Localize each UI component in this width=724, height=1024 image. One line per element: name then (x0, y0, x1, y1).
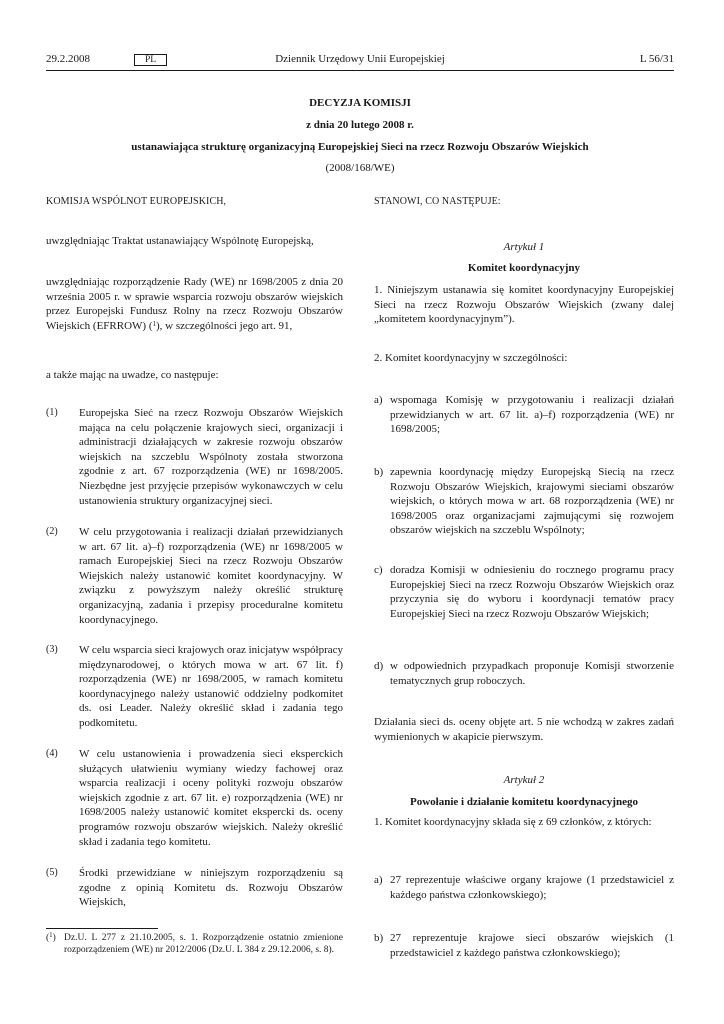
list-item-label: d) (374, 660, 384, 672)
list-item (374, 931, 674, 960)
list-item-label: b) (374, 466, 384, 478)
list-item (374, 563, 674, 621)
list-item-label: c) (374, 564, 383, 576)
recital-text: Europejska Sieć na rzecz Rozwoju Obszarów Wiejskich mająca na celu połączenie krajowych sieci, organizacji i administracji działających w zakresie rozwoju obszarów wiejskich na szczeblu Wspólnoty została stworzona zgodnie z art. 67 rozporządzenia (WE) nr 1698/2005. Niezbędne jest przyjęcie przepisów wykonawczych w celu ustanowienia struktury organizacyjnej sieci. (79, 407, 343, 507)
footnote-ref: 1 (152, 319, 156, 328)
list-item (374, 659, 674, 688)
citation-regulation: uwzględniając rozporządzenie Rady (WE) nr 1698/2005 z dnia 20 września 2005 r. w sprawie wsparcia rozwoju obszarów wiejskich przez Europejski Fundusz Rolny na rzecz Rozwoju Obszarów Wiejskich (EFRROW) ($^1$), w szczególności jego art. 91, (46, 276, 343, 332)
recital-text: W celu przygotowania i realizacji działań przewidzianych w art. 67 lit. a)–f) rozporządzenia (WE) nr 1698/2005 w ramach Europejskiej Sieci na rzecz Rozwoju Obszarów Wiejskich należy ustanowić komitet koordynacyjny. W związku z powyższym należy określić strukturę organizacyjną, zadania i przepisy proceduralne komitetu koordynacyjnego. (79, 526, 343, 626)
recital-text: W celu wsparcia sieci krajowych oraz inicjatyw współpracy międzynarodowej, o których mowa w art. 67 lit. f) rozporządzenia (WE) nr 1698/2005, w ramach komitetu koordynacyjnego należy ustanowić oddzielny podkomitet ds. osi Leader. Należy określić skład i zadania tego podkomitetu. (79, 644, 343, 729)
article-1-paragraph-2: 2. Komitet koordynacyjny w szczególności: (374, 352, 568, 364)
list-item-text: 27 reprezentuje krajowe sieci obszarów wiejskich (1 przedstawiciel z każdego państwa członkowskiego); (390, 932, 674, 959)
list-item (374, 873, 674, 902)
recital (46, 866, 343, 910)
recital-number: (5) (46, 867, 58, 878)
decision-subject: ustanawiająca strukturę organizacyjną Europejskiej Sieci na rzecz Rozwoju Obszarów Wiejskich (131, 141, 589, 153)
list-item-label: b) (374, 932, 384, 944)
recital-number: (4) (46, 748, 58, 759)
recital (46, 525, 343, 627)
footnote-label: ($^1$) (46, 931, 56, 943)
decision-date: z dnia 20 lutego 2008 r. (306, 119, 414, 131)
recital-text: W celu ustanowienia i prowadzenia sieci eksperckich służących ułatwieniu wymiany wiedzy fachowej oraz wsparcia realizacji i oceny polityki rozwoju obszarów wiejskich zgodnie z art. 67 lit. e) rozporządzenia (WE) nr 1698/2005 należy ustanowić komitet ekspercki ds. oceny programów rozwoju obszarów wiejskich. Należy określić skład i zadania tego komitetu. (79, 748, 343, 848)
decision-title: DECYZJA KOMISJI (309, 97, 411, 109)
list-item-label: a) (374, 394, 383, 406)
list-item-text: zapewnia koordynację między Europejską Siecią na rzecz Rozwoju Obszarów Wiejskich, krajowymi sieciami obszarów wiejskich, o których mowa w art. 68 rozporządzenia (WE) nr 1698/2005 oraz organizacjami zajmującymi się rozwojem obszarów wiejskich na szczeblu Wspólnoty; (390, 466, 674, 537)
recital-number: (3) (46, 644, 58, 655)
recital (46, 406, 343, 508)
recital-text: Środki przewidziane w niniejszym rozporządzeniu są zgodne z opinią Komitetu ds. Rozwoju Obszarów Wiejskich, (79, 867, 343, 909)
article-2-label: Artykuł 2 (503, 774, 545, 786)
whereas-intro: a także mając na uwadze, co następuje: (46, 369, 219, 381)
article-2-title: Powołanie i działanie komitetu koordynacyjnego (410, 796, 638, 808)
list-item-text: 27 reprezentuje właściwe organy krajowe (1 przedstawiciel z każdego państwa członkowskiego); (390, 874, 674, 901)
commission-heading: KOMISJA WSPÓLNOT EUROPEJSKICH, (46, 196, 227, 207)
list-item (374, 465, 674, 538)
recital-number: (2) (46, 526, 58, 537)
list-item-text: w odpowiednich przypadkach proponuje Komisji stworzenie tematycznych grup roboczych. (390, 660, 674, 687)
language-code: PL (134, 54, 167, 66)
journal-title: Dziennik Urzędowy Unii Europejskiej (275, 53, 445, 65)
header-date: 29.2.2008 (46, 53, 90, 65)
footnote (46, 932, 343, 957)
article-1-closing: Działania sieci ds. oceny objęte art. 5 nie wchodzą w zakres zadań wymienionych w akapicie pierwszym. (374, 716, 674, 743)
list-item (374, 393, 674, 437)
article-1-paragraph-1: 1. Niniejszym ustanawia się komitet koordynacyjny Europejskiej Sieci na rzecz Rozwoju Obszarów Wiejskich (zwany dalej „komitetem koordynacyjnym”). (374, 284, 674, 326)
article-1-title: Komitet koordynacyjny (467, 262, 581, 274)
decides-heading: STANOWI, CO NASTĘPUJE: (374, 196, 501, 207)
footnote-text: Dz.U. L 277 z 21.10.2005, s. 1. Rozporządzenie ostatnio zmienione rozporządzeniem (WE) nr 2012/2006 (Dz.U. L 384 z 29.12.2006, s. 8). (64, 933, 343, 956)
page-reference: L 56/31 (639, 53, 674, 65)
citation-treaty: uwzględniając Traktat ustanawiający Wspólnotę Europejską, (46, 235, 314, 247)
footnote-rule (46, 928, 158, 929)
list-item-label: a) (374, 874, 383, 886)
header-rule (46, 70, 674, 71)
recital (46, 643, 343, 731)
article-2-paragraph-1: 1. Komitet koordynacyjny składa się z 69 członków, z których: (374, 816, 652, 828)
article-1-label: Artykuł 1 (503, 241, 545, 253)
decision-number: (2008/168/WE) (325, 162, 395, 174)
list-item-text: wspomaga Komisję w przygotowaniu i realizacji działań przewidzianych w art. 67 lit. a)–f) rozporządzenia (WE) nr 1698/2005; (390, 394, 674, 436)
language-badge (134, 52, 167, 66)
recital-number: (1) (46, 407, 58, 418)
recital (46, 747, 343, 849)
list-item-text: doradza Komisji w odniesieniu do rocznego programu pracy Europejskiej Sieci na rzecz Rozwoju Obszarów Wiejskich oraz przyczynia się do wyboru i koordynacji tematów pracy Europejskiej Sieci na rzecz Rozwoju Obszarów Wiejskich; (390, 564, 674, 620)
